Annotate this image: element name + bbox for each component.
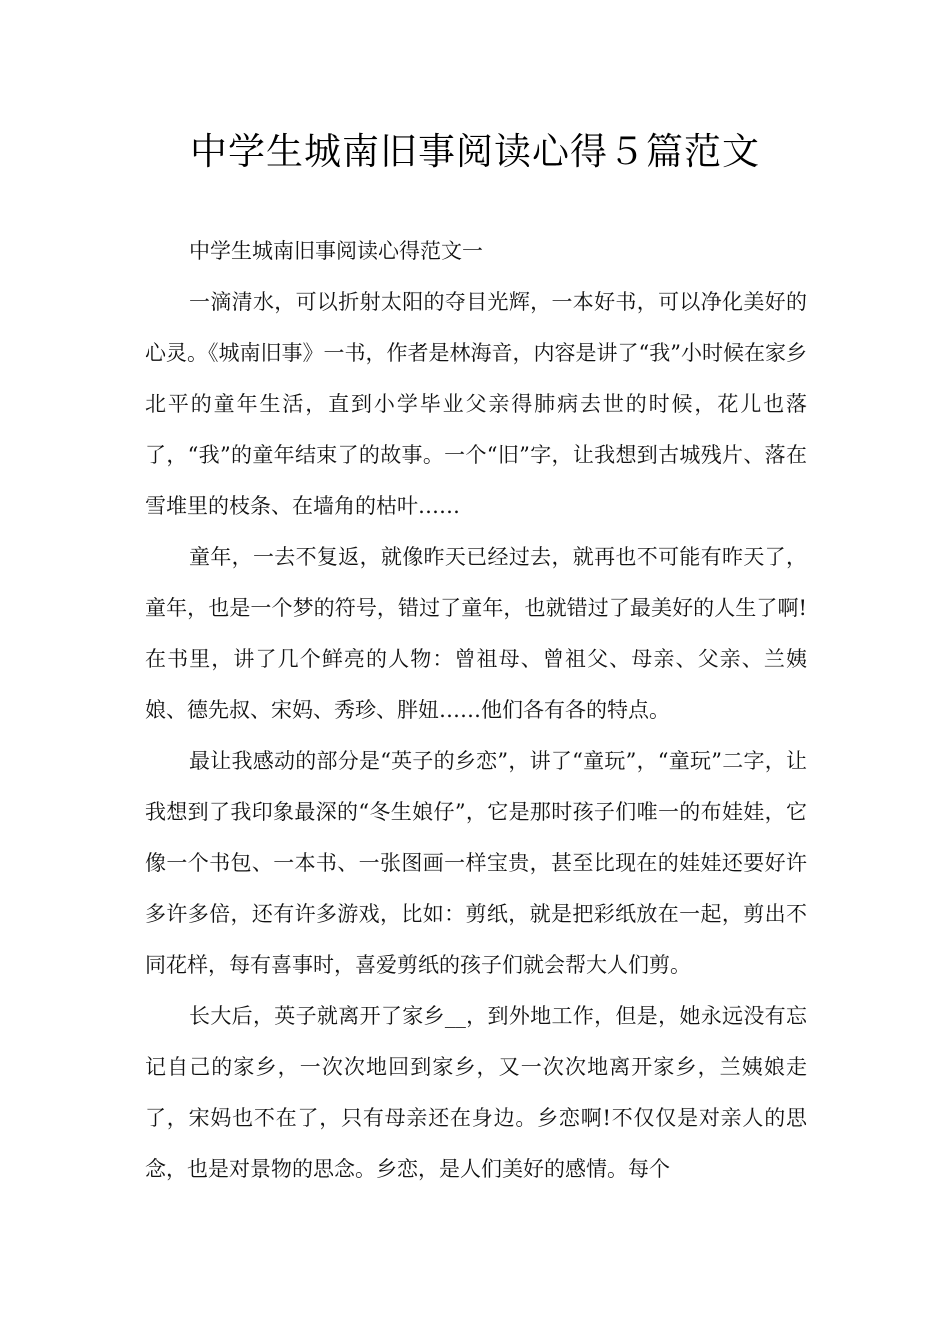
- body-paragraph: 童年，一去不复返，就像昨天已经过去，就再也不可能有昨天了，童年，也是一个梦的符号，错过了童年，也就错过了最美好的人生了啊!在书里，讲了几个鲜亮的人物：曾祖母、曾祖父、母亲、父亲、兰姨娘、德先叔、宋妈、秀珍、胖妞……他们各有各的特点。: [145, 545, 807, 722]
- document-body: [145, 226, 807, 1195]
- body-paragraph: 最让我感动的部分是“英子的乡恋”，讲了“童玩”，“童玩”二字，让我想到了我印象最深的“冬生娘仔”，它是那时孩子们唯一的布娃娃，它像一个书包、一本书、一张图画一样宝贵，甚至比现在的娃娃还要好许多许多倍，还有许多游戏，比如：剪纸，就是把彩纸放在一起，剪出不同花样，每有喜事时，喜爱剪纸的孩子们就会帮大人们剪。: [145, 749, 807, 977]
- body-paragraph: 一滴清水，可以折射太阳的夺目光辉，一本好书，可以净化美好的心灵。《城南旧事》一书，作者是林海音，内容是讲了“我”小时候在家乡北平的童年生活，直到小学毕业父亲得肺病去世的时候，花儿也落了，“我”的童年结束了的故事。一个“旧”字，让我想到古城残片、落在雪堆里的枝条、在墙角的枯叶……: [145, 290, 807, 518]
- document-title: 中学生城南旧事阅读心得５篇范文: [190, 130, 760, 173]
- section-subheading: 中学生城南旧事阅读心得范文一: [189, 239, 483, 263]
- body-paragraph: 长大后，英子就离开了家乡__，到外地工作，但是，她永远没有忘记自己的家乡，一次次地回到家乡，又一次次地离开家乡，兰姨娘走了，宋妈也不在了，只有母亲还在身边。乡恋啊!不仅仅是对亲人的思念，也是对景物的思念。乡恋，是人们美好的感情。每个: [145, 1004, 807, 1181]
